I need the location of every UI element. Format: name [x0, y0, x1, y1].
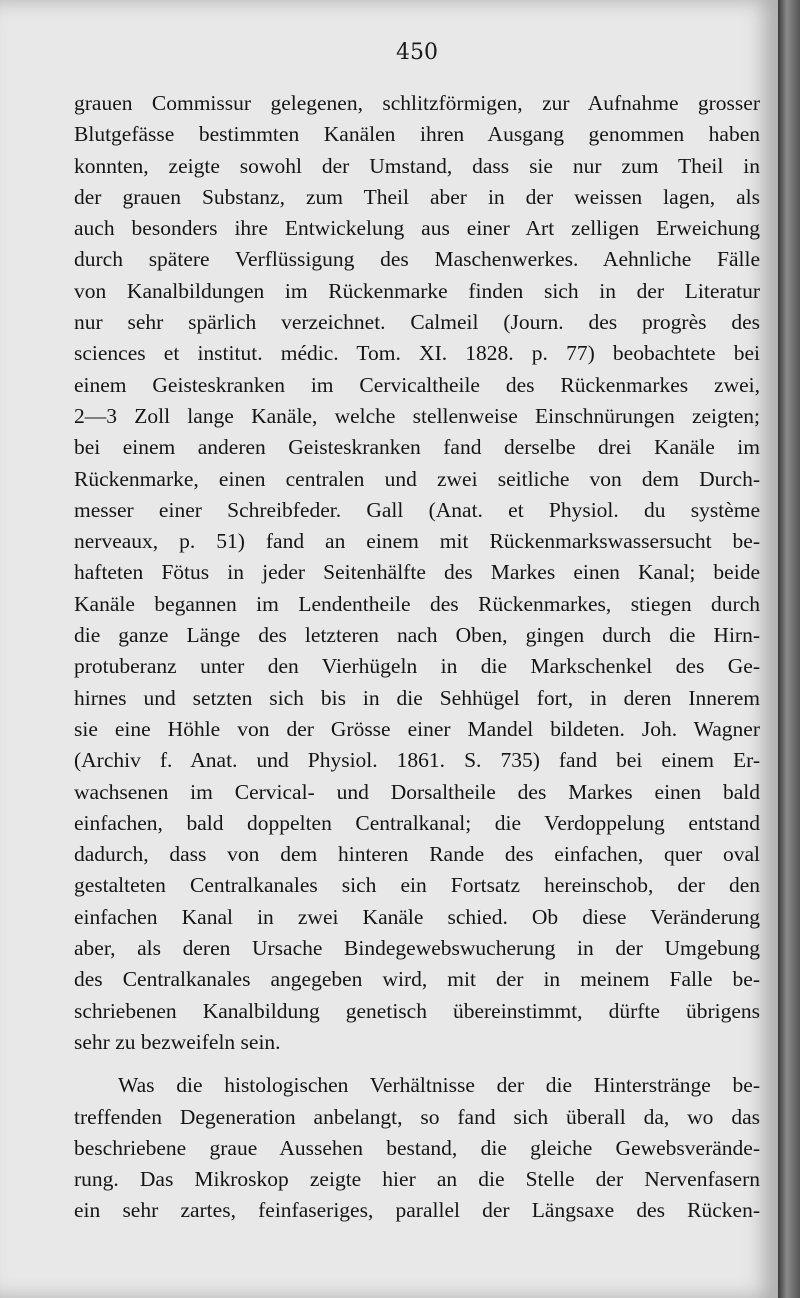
text-line: Kanäle begannen im Lendentheile des Rückenmarkes, stiegen durch [74, 591, 760, 616]
text-line: Blutgefässe bestimmten Kanälen ihren Ausgang genommen haben [74, 122, 760, 147]
text-line: des Centralkanales angegeben wird, mit der in meinem Falle be- [74, 967, 760, 992]
text-line: auch besonders ihre Entwickelung aus einer Art zelligen Erweichung [74, 216, 760, 241]
text-line: der grauen Substanz, zum Theil aber in der weissen lagen, als [74, 184, 760, 209]
text-line: sciences et institut. médic. Tom. XI. 1828. p. 77) beobachtete bei [74, 341, 760, 366]
text-line: durch spätere Verflüssigung des Maschenwerkes. Aehnliche Fälle [74, 247, 760, 272]
text-line: hirnes und setzten sich bis in die Sehhügel fort, in deren Innerem [74, 685, 760, 710]
text-line: einfachen Kanal in zwei Kanäle schied. Ob diese Veränderung [74, 904, 760, 929]
text-line: die ganze Länge des letzteren nach Oben, gingen durch die Hirn- [74, 623, 760, 648]
text-line: bei einem anderen Geisteskranken fand derselbe drei Kanäle im [74, 435, 760, 460]
text-line: rung. Das Mikroskop zeigte hier an die Stelle der Nervenfasern [74, 1167, 760, 1192]
text-line: treffenden Degeneration anbelangt, so fand sich überall da, wo das [74, 1104, 760, 1129]
text-line: gestalteten Centralkanales sich ein Fortsatz hereinschob, der den [74, 873, 760, 898]
text-line: Was die histologischen Verhältnisse der die Hinterstränge be- [118, 1073, 760, 1098]
text-line: einfachen, bald doppelten Centralkanal; die Verdoppelung entstand [74, 810, 760, 835]
text-line: hafteten Fötus in jeder Seitenhälfte des Markes einen Kanal; beide [74, 560, 760, 585]
body-text [74, 88, 760, 1227]
text-line: (Archiv f. Anat. und Physiol. 1861. S. 735) fand bei einem Er- [74, 748, 760, 773]
text-line: einem Geisteskranken im Cervicaltheile des Rückenmarkes zwei, [74, 372, 760, 397]
text-line: konnten, zeigte sowohl der Umstand, dass sie nur zum Theil in [74, 153, 760, 178]
text-line: nur sehr spärlich verzeichnet. Calmeil (Journ. des progrès des [74, 310, 760, 335]
page-edge [778, 0, 800, 1298]
text-line: dadurch, dass von dem hinteren Rande des einfachen, quer oval [74, 842, 760, 867]
text-line: nerveaux, p. 51) fand an einem mit Rückenmarkswassersucht be- [74, 529, 760, 554]
paragraph [74, 88, 760, 1058]
text-line: schriebenen Kanalbildung genetisch übereinstimmt, dürfte übrigens [74, 998, 760, 1023]
text-line: beschriebene graue Aussehen bestand, die gleiche Gewebsverände- [74, 1135, 760, 1160]
text-line: grauen Commissur gelegenen, schlitzförmigen, zur Aufnahme grosser [74, 91, 760, 115]
text-line: protuberanz unter den Vierhügeln in die Markschenkel des Ge- [74, 654, 760, 679]
text-line: ein sehr zartes, feinfaseriges, parallel der Längsaxe des Rücken- [74, 1198, 760, 1223]
paragraph [74, 1070, 760, 1226]
text-line: von Kanalbildungen im Rückenmarke finden sich in der Literatur [74, 278, 760, 303]
text-line: 2—3 Zoll lange Kanäle, welche stellenweise Einschnürungen zeigten; [74, 403, 760, 428]
text-line: sehr zu bezweifeln sein. [74, 1029, 281, 1054]
text-line: sie eine Höhle von der Grösse einer Mandel bildeten. Joh. Wagner [74, 716, 760, 741]
text-line: aber, als deren Ursache Bindegewebswucherung in der Umgebung [74, 936, 760, 961]
text-line: wachsenen im Cervical- und Dorsaltheile des Markes einen bald [74, 779, 760, 804]
text-line: messer einer Schreibfeder. Gall (Anat. et Physiol. du système [74, 497, 760, 522]
page-number: 450 [396, 40, 438, 65]
text-line: Rückenmarke, einen centralen und zwei seitliche von dem Durch- [74, 466, 760, 491]
paragraph-spacer [74, 1058, 760, 1070]
